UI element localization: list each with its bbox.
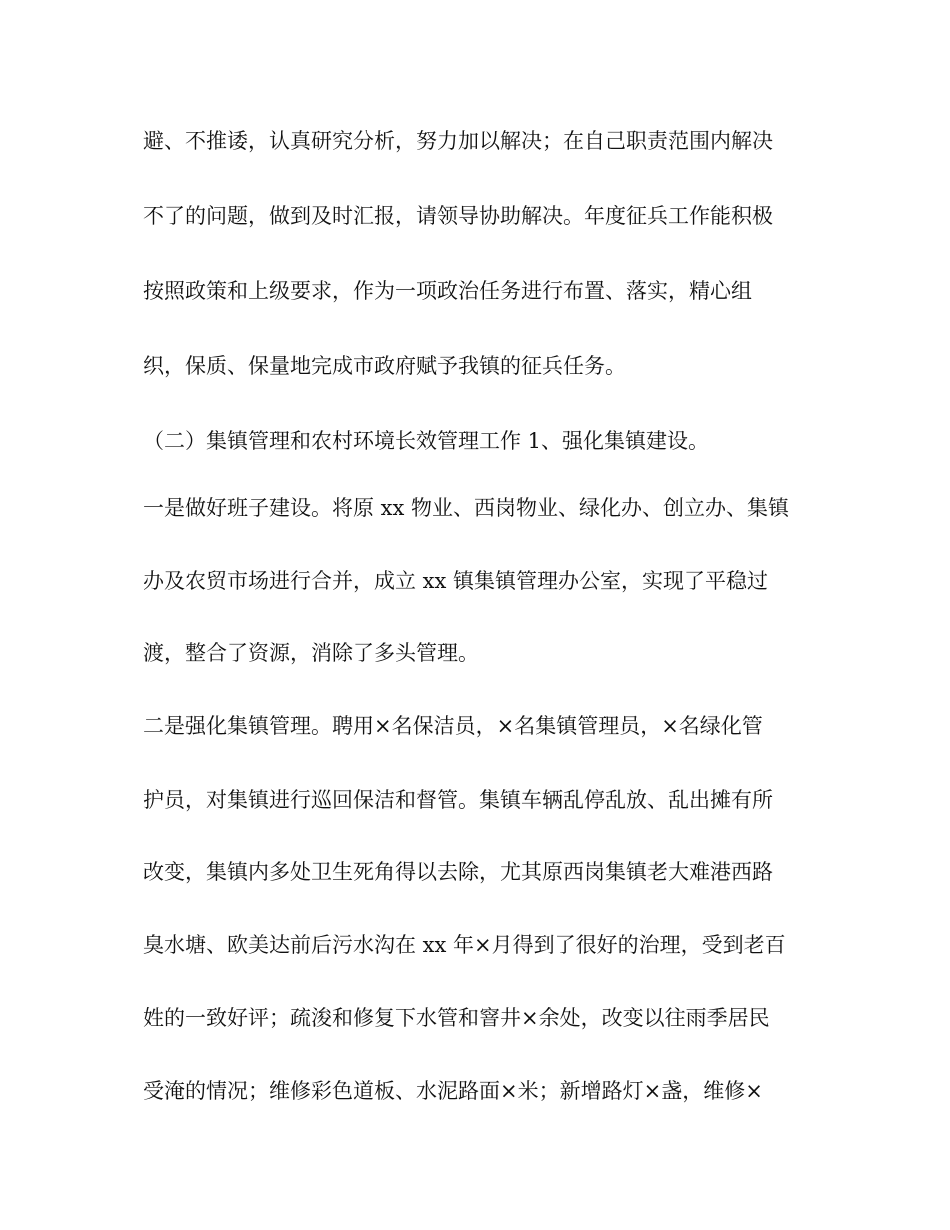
paragraph-line: 按照政策和上级要求，作为一项政治任务进行布置、落实，精心组 (143, 279, 752, 303)
paragraph-line: 受淹的情况；维修彩色道板、水泥路面×米；新增路灯×盏，维修× (143, 1079, 763, 1103)
paragraph-line: 织，保质、保量地完成市政府赋予我镇的征兵任务。 (143, 354, 626, 378)
paragraph-line: 臭水塘、欧美达前后污水沟在 xx 年×月得到了很好的治理，受到老百 (143, 933, 786, 957)
paragraph-line: 办及农贸市场进行合并，成立 xx 镇集镇管理办公室，实现了平稳过 (143, 569, 769, 593)
paragraph-line: 避、不推诿，认真研究分析，努力加以解决；在自己职责范围内解决 (143, 129, 773, 153)
section-heading: （二）集镇管理和农村环境长效管理工作 1、强化集镇建设。 (143, 429, 710, 453)
paragraph-line: 不了的问题，做到及时汇报，请领导协助解决。年度征兵工作能积极 (143, 204, 773, 228)
paragraph-line: 渡，整合了资源，消除了多头管理。 (143, 641, 479, 665)
paragraph-line: 护员，对集镇进行巡回保洁和督管。集镇车辆乱停乱放、乱出摊有所 (143, 788, 773, 812)
paragraph-line: 一是做好班子建设。将原 xx 物业、西岗物业、绿化办、创立办、集镇 (143, 496, 790, 520)
paragraph-line: 二是强化集镇管理。聘用×名保洁员，×名集镇管理员，×名绿化管 (143, 714, 763, 738)
paragraph-line: 改变，集镇内多处卫生死角得以去除，尤其原西岗集镇老大难港西路 (143, 860, 773, 884)
paragraph-line: 姓的一致好评；疏浚和修复下水管和窨井×余处，改变以往雨季居民 (143, 1006, 770, 1030)
